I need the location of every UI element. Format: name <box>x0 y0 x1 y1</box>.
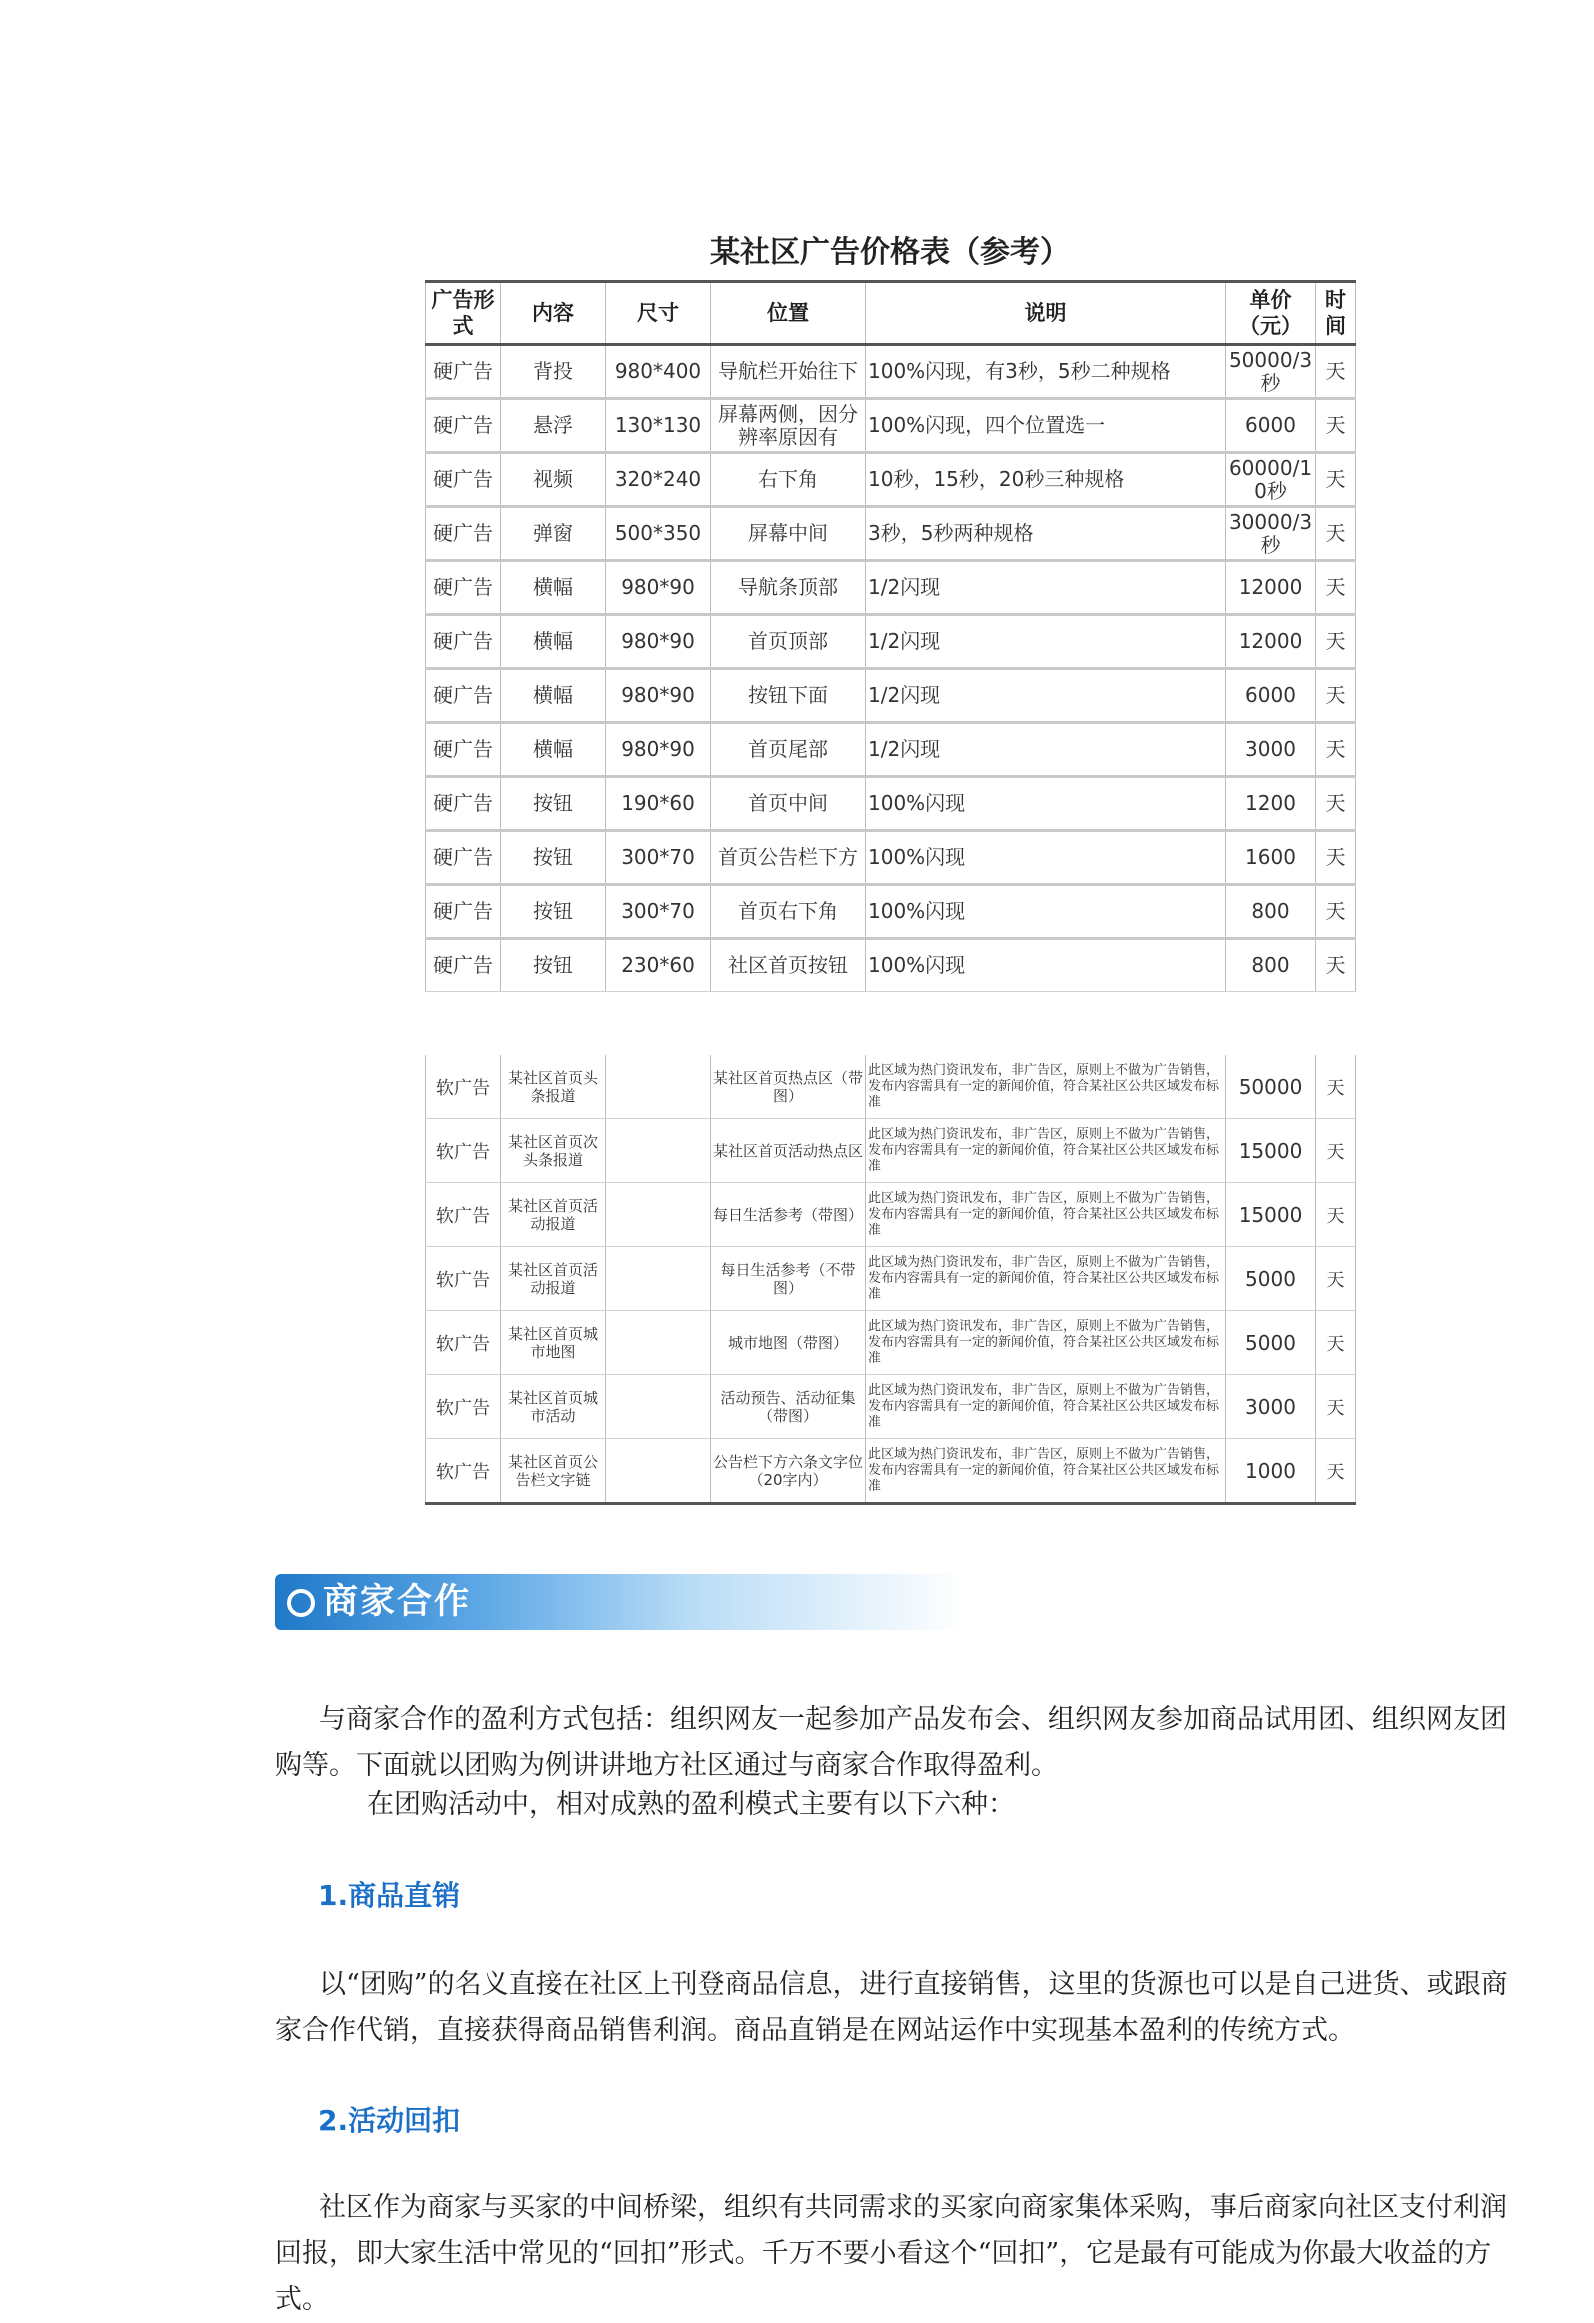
table-row <box>426 885 1356 939</box>
cell-price: 1600 <box>1226 831 1316 885</box>
cell-ad-type: 硬广告 <box>426 669 501 723</box>
cell-content: 背投 <box>501 345 606 399</box>
table-row <box>426 345 1356 399</box>
cell-position: 屏幕中间 <box>711 507 866 561</box>
cell-time: 天 <box>1316 1119 1356 1183</box>
cell-content: 按钮 <box>501 885 606 939</box>
cell-position: 公告栏下方六条文字位（20字内） <box>711 1439 866 1504</box>
cell-ad-type: 软广告 <box>426 1439 501 1504</box>
cell-price: 5000 <box>1226 1311 1316 1375</box>
cell-position: 导航栏开始往下 <box>711 345 866 399</box>
cell-time: 天 <box>1316 507 1356 561</box>
cell-content: 某社区首页城市活动 <box>501 1375 606 1439</box>
cell-content: 按钮 <box>501 831 606 885</box>
cell-size: 980*90 <box>606 669 711 723</box>
cell-size: 980*90 <box>606 723 711 777</box>
cell-content: 横幅 <box>501 669 606 723</box>
cell-price: 6000 <box>1226 669 1316 723</box>
cell-size <box>606 1439 711 1504</box>
cell-content: 某社区首页活动报道 <box>501 1183 606 1247</box>
table-row <box>426 777 1356 831</box>
table-row <box>426 507 1356 561</box>
cell-description: 100%闪现 <box>866 939 1226 992</box>
cell-time: 天 <box>1316 1183 1356 1247</box>
cell-content: 按钮 <box>501 939 606 992</box>
cell-price: 1000 <box>1226 1439 1316 1504</box>
cell-size <box>606 1311 711 1375</box>
hard-ad-price-table <box>425 280 1356 992</box>
cell-description: 此区域为热门资讯发布，非广告区，原则上不做为广告销售，发布内容需具有一定的新闻价值，符合某社区公共区域发布标准 <box>866 1375 1226 1439</box>
cell-description: 100%闪现 <box>866 831 1226 885</box>
header-content: 内容 <box>501 282 606 345</box>
paragraph-rebate: 社区作为商家与买家的中间桥梁，组织有共同需求的买家向商家集体采购，事后商家向社区支付利润回报，即大家生活中常见的“回扣”形式。千万不要小看这个“回扣”，它是最有可能成为你最大收益的方式。 <box>275 2192 1507 2315</box>
cell-content: 横幅 <box>501 615 606 669</box>
cell-time: 天 <box>1316 723 1356 777</box>
cell-ad-type: 硬广告 <box>426 399 501 453</box>
cell-price: 3000 <box>1226 723 1316 777</box>
cell-description: 此区域为热门资讯发布，非广告区，原则上不做为广告销售，发布内容需具有一定的新闻价值，符合某社区公共区域发布标准 <box>866 1183 1226 1247</box>
table-row <box>426 453 1356 507</box>
cell-description: 1/2闪现 <box>866 615 1226 669</box>
cell-position: 首页公告栏下方 <box>711 831 866 885</box>
cell-price: 1200 <box>1226 777 1316 831</box>
cell-size: 320*240 <box>606 453 711 507</box>
cell-time: 天 <box>1316 399 1356 453</box>
header-time: 时间 <box>1316 282 1356 345</box>
cell-description: 100%闪现 <box>866 885 1226 939</box>
cell-content: 某社区首页城市地图 <box>501 1311 606 1375</box>
cell-size: 300*70 <box>606 885 711 939</box>
header-description: 说明 <box>866 282 1226 345</box>
cell-time: 天 <box>1316 1247 1356 1311</box>
header-position: 位置 <box>711 282 866 345</box>
cell-description: 10秒，15秒，20秒三种规格 <box>866 453 1226 507</box>
cell-content: 某社区首页次头条报道 <box>501 1119 606 1183</box>
table-row <box>426 723 1356 777</box>
header-size: 尺寸 <box>606 282 711 345</box>
cell-size <box>606 1375 711 1439</box>
cell-ad-type: 软广告 <box>426 1183 501 1247</box>
cell-ad-type: 软广告 <box>426 1311 501 1375</box>
cell-description: 1/2闪现 <box>866 561 1226 615</box>
cell-size: 230*60 <box>606 939 711 992</box>
cell-size <box>606 1183 711 1247</box>
cell-content: 按钮 <box>501 777 606 831</box>
cell-time: 天 <box>1316 561 1356 615</box>
price-table-title: 某社区广告价格表（参考） <box>710 235 1070 270</box>
cell-time: 天 <box>1316 831 1356 885</box>
table-row <box>426 939 1356 992</box>
cell-time: 天 <box>1316 1311 1356 1375</box>
cell-ad-type: 硬广告 <box>426 453 501 507</box>
cell-price: 12000 <box>1226 615 1316 669</box>
cell-time: 天 <box>1316 885 1356 939</box>
cell-description: 此区域为热门资讯发布，非广告区，原则上不做为广告销售，发布内容需具有一定的新闻价值，符合某社区公共区域发布标准 <box>866 1439 1226 1504</box>
cell-content: 悬浮 <box>501 399 606 453</box>
cell-size <box>606 1119 711 1183</box>
cell-position: 屏幕两侧，因分辨率原因有 <box>711 399 866 453</box>
cell-size: 300*70 <box>606 831 711 885</box>
cell-time: 天 <box>1316 669 1356 723</box>
table-row <box>426 1439 1356 1504</box>
cell-price: 50000/3秒 <box>1226 345 1316 399</box>
cell-size: 500*350 <box>606 507 711 561</box>
cell-time: 天 <box>1316 1375 1356 1439</box>
cell-price: 30000/3秒 <box>1226 507 1316 561</box>
section-title: 商家合作 <box>323 1582 472 1622</box>
cell-ad-type: 硬广告 <box>426 777 501 831</box>
cell-position: 每日生活参考（带图） <box>711 1183 866 1247</box>
cell-content: 弹窗 <box>501 507 606 561</box>
table-row <box>426 1375 1356 1439</box>
cell-ad-type: 硬广告 <box>426 345 501 399</box>
cell-price: 800 <box>1226 885 1316 939</box>
cell-content: 横幅 <box>501 723 606 777</box>
cell-description: 此区域为热门资讯发布，非广告区，原则上不做为广告销售，发布内容需具有一定的新闻价值，符合某社区公共区域发布标准 <box>866 1247 1226 1311</box>
cell-position: 首页顶部 <box>711 615 866 669</box>
cell-position: 首页尾部 <box>711 723 866 777</box>
cell-description: 100%闪现，四个位置选一 <box>866 399 1226 453</box>
cell-size <box>606 1247 711 1311</box>
heading-rebate: 2.活动回扣 <box>318 2104 461 2137</box>
cell-time: 天 <box>1316 345 1356 399</box>
section-banner <box>275 1574 965 1630</box>
cell-ad-type: 软广告 <box>426 1055 501 1119</box>
cell-size: 190*60 <box>606 777 711 831</box>
cell-time: 天 <box>1316 777 1356 831</box>
cell-description: 1/2闪现 <box>866 723 1226 777</box>
cell-ad-type: 软广告 <box>426 1119 501 1183</box>
cell-time: 天 <box>1316 1055 1356 1119</box>
cell-ad-type: 硬广告 <box>426 507 501 561</box>
cell-ad-type: 硬广告 <box>426 831 501 885</box>
cell-price: 15000 <box>1226 1183 1316 1247</box>
cell-size: 980*90 <box>606 561 711 615</box>
cell-description: 此区域为热门资讯发布，非广告区，原则上不做为广告销售，发布内容需具有一定的新闻价值，符合某社区公共区域发布标准 <box>866 1119 1226 1183</box>
cell-position: 活动预告、活动征集（带图） <box>711 1375 866 1439</box>
table-header-row <box>426 282 1356 345</box>
cell-content: 横幅 <box>501 561 606 615</box>
cell-price: 12000 <box>1226 561 1316 615</box>
cell-ad-type: 硬广告 <box>426 885 501 939</box>
table-row <box>426 1311 1356 1375</box>
cell-position: 某社区首页热点区（带图） <box>711 1055 866 1119</box>
cell-price: 5000 <box>1226 1247 1316 1311</box>
table-row <box>426 615 1356 669</box>
table-row <box>426 561 1356 615</box>
table-row <box>426 669 1356 723</box>
cell-description: 3秒，5秒两种规格 <box>866 507 1226 561</box>
header-ad-type: 广告形式 <box>426 282 501 345</box>
cell-size: 130*130 <box>606 399 711 453</box>
cell-description: 1/2闪现 <box>866 669 1226 723</box>
soft-ad-price-table <box>425 1055 1356 1505</box>
cell-time: 天 <box>1316 453 1356 507</box>
cell-content: 某社区首页公告栏文字链 <box>501 1439 606 1504</box>
header-price: 单价（元） <box>1226 282 1316 345</box>
cell-content: 某社区首页活动报道 <box>501 1247 606 1311</box>
cell-price: 50000 <box>1226 1055 1316 1119</box>
cell-position: 导航条顶部 <box>711 561 866 615</box>
cell-ad-type: 软广告 <box>426 1375 501 1439</box>
table-row <box>426 1119 1356 1183</box>
cell-size <box>606 1055 711 1119</box>
cell-description: 此区域为热门资讯发布，非广告区，原则上不做为广告销售，发布内容需具有一定的新闻价值，符合某社区公共区域发布标准 <box>866 1055 1226 1119</box>
cell-time: 天 <box>1316 939 1356 992</box>
cell-position: 社区首页按钮 <box>711 939 866 992</box>
table-row <box>426 1247 1356 1311</box>
cell-size: 980*400 <box>606 345 711 399</box>
paragraph-intro: 与商家合作的盈利方式包括：组织网友一起参加产品发布会、组织网友参加商品试用团、组织网友团购等。下面就以团购为例讲讲地方社区通过与商家合作取得盈利。 <box>275 1704 1507 1781</box>
cell-ad-type: 硬广告 <box>426 939 501 992</box>
cell-time: 天 <box>1316 1439 1356 1504</box>
cell-price: 3000 <box>1226 1375 1316 1439</box>
cell-position: 每日生活参考（不带图） <box>711 1247 866 1311</box>
table-row <box>426 1183 1356 1247</box>
cell-ad-type: 软广告 <box>426 1247 501 1311</box>
cell-position: 城市地图（带图） <box>711 1311 866 1375</box>
table-row <box>426 1055 1356 1119</box>
cell-ad-type: 硬广告 <box>426 561 501 615</box>
cell-position: 首页中间 <box>711 777 866 831</box>
cell-position: 首页右下角 <box>711 885 866 939</box>
cell-position: 右下角 <box>711 453 866 507</box>
cell-position: 按钮下面 <box>711 669 866 723</box>
cell-description: 100%闪现 <box>866 777 1226 831</box>
cell-description: 此区域为热门资讯发布，非广告区，原则上不做为广告销售，发布内容需具有一定的新闻价值，符合某社区公共区域发布标准 <box>866 1311 1226 1375</box>
paragraph-direct-sales: 以“团购”的名义直接在社区上刊登商品信息，进行直接销售，这里的货源也可以是自己进货、或跟商家合作代销，直接获得商品销售利润。商品直销是在网站运作中实现基本盈利的传统方式。 <box>275 1969 1508 2046</box>
circle-icon <box>287 1589 315 1617</box>
cell-price: 6000 <box>1226 399 1316 453</box>
cell-price: 60000/10秒 <box>1226 453 1316 507</box>
cell-ad-type: 硬广告 <box>426 723 501 777</box>
cell-ad-type: 硬广告 <box>426 615 501 669</box>
paragraph-models: 在团购活动中，相对成熟的盈利模式主要有以下六种： <box>367 1789 1015 1820</box>
table-row <box>426 831 1356 885</box>
cell-content: 某社区首页头条报道 <box>501 1055 606 1119</box>
table-row <box>426 399 1356 453</box>
cell-price: 800 <box>1226 939 1316 992</box>
cell-price: 15000 <box>1226 1119 1316 1183</box>
cell-description: 100%闪现，有3秒，5秒二种规格 <box>866 345 1226 399</box>
cell-size: 980*90 <box>606 615 711 669</box>
cell-content: 视频 <box>501 453 606 507</box>
cell-time: 天 <box>1316 615 1356 669</box>
heading-direct-sales: 1.商品直销 <box>318 1879 461 1912</box>
cell-position: 某社区首页活动热点区 <box>711 1119 866 1183</box>
